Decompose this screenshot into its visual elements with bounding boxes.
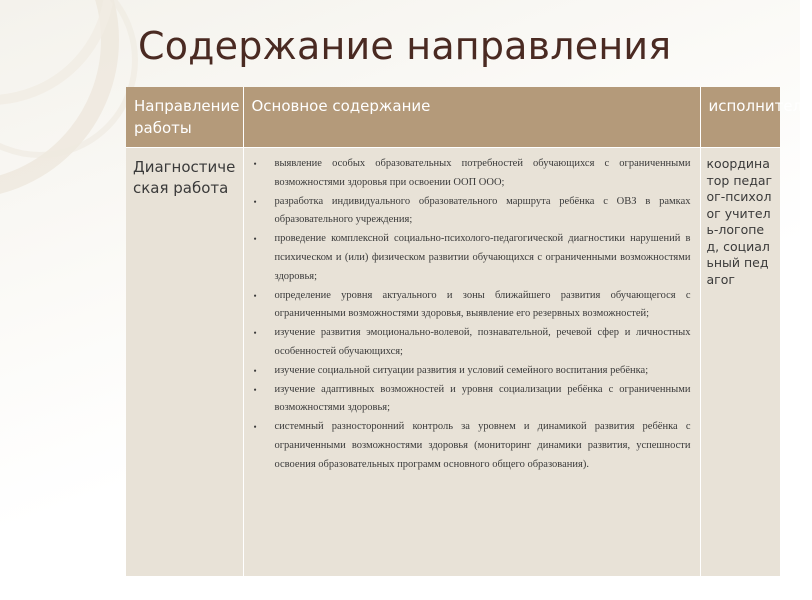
- bullet-icon: •: [253, 365, 257, 376]
- table-header-row: [126, 87, 780, 148]
- bullet-icon: •: [253, 196, 257, 207]
- bullet-icon: •: [253, 290, 257, 301]
- list-item: • изучение адаптивных возможностей и уровня социализации ребёнка с ограниченными возможностями здоровья;: [251, 381, 691, 419]
- table-row: [126, 148, 780, 576]
- list-item: • изучение социальной ситуации развития и условий семейного воспитания ребёнка;: [251, 362, 691, 381]
- bullet-icon: •: [253, 159, 257, 169]
- list-item: • определение уровня актуального и зоны ближайшего развития обучающегося с ограниченными возможностями здоровья, выявление его резервных возможностей;: [251, 287, 691, 325]
- bullet-icon: •: [253, 384, 257, 395]
- list-item: • системный разносторонний контроль за уровнем и динамикой развития ребёнка с ограниченными возможностями здоровья (мониторинг динамики развития, успешности освоения образовательных программ основного общего образования).: [251, 418, 691, 474]
- bullet-icon: •: [253, 234, 257, 245]
- direction-text: Диагностическая работа: [133, 158, 236, 197]
- header-content: Основное содержание: [243, 87, 700, 148]
- list-item: • проведение комплексной социально-психолого-педагогической диагностики нарушений в психическом и (или) физическом развитии обучающихся с ограниченными возможностями здоровья;: [251, 230, 691, 286]
- header-executors: исполнители: [700, 87, 780, 148]
- bullet-icon: •: [253, 328, 257, 339]
- content-list: [251, 155, 691, 475]
- header-direction: Направление работы: [126, 87, 243, 148]
- slide-title: Содержание направления: [138, 24, 672, 68]
- list-item: • изучение развития эмоционально-волевой, познавательной, речевой сфер и личностных особенностей обучающихся;: [251, 324, 691, 362]
- content-table: [126, 87, 812, 576]
- list-item: • разработка индивидуального образовательного маршрута ребёнка с ОВЗ в рамках образовательного учреждения;: [251, 193, 691, 231]
- executors-text: координатор педагог-психолог учитель-логопед, социальный педагог: [706, 156, 773, 287]
- list-item: • выявление особых образовательных потребностей обучающихся с ограниченными возможностями здоровья при освоении ООП ООО;: [251, 155, 691, 193]
- bullet-icon: •: [253, 422, 257, 433]
- content-cell: [243, 148, 700, 576]
- executors-cell: [700, 148, 780, 576]
- direction-cell: [126, 148, 243, 576]
